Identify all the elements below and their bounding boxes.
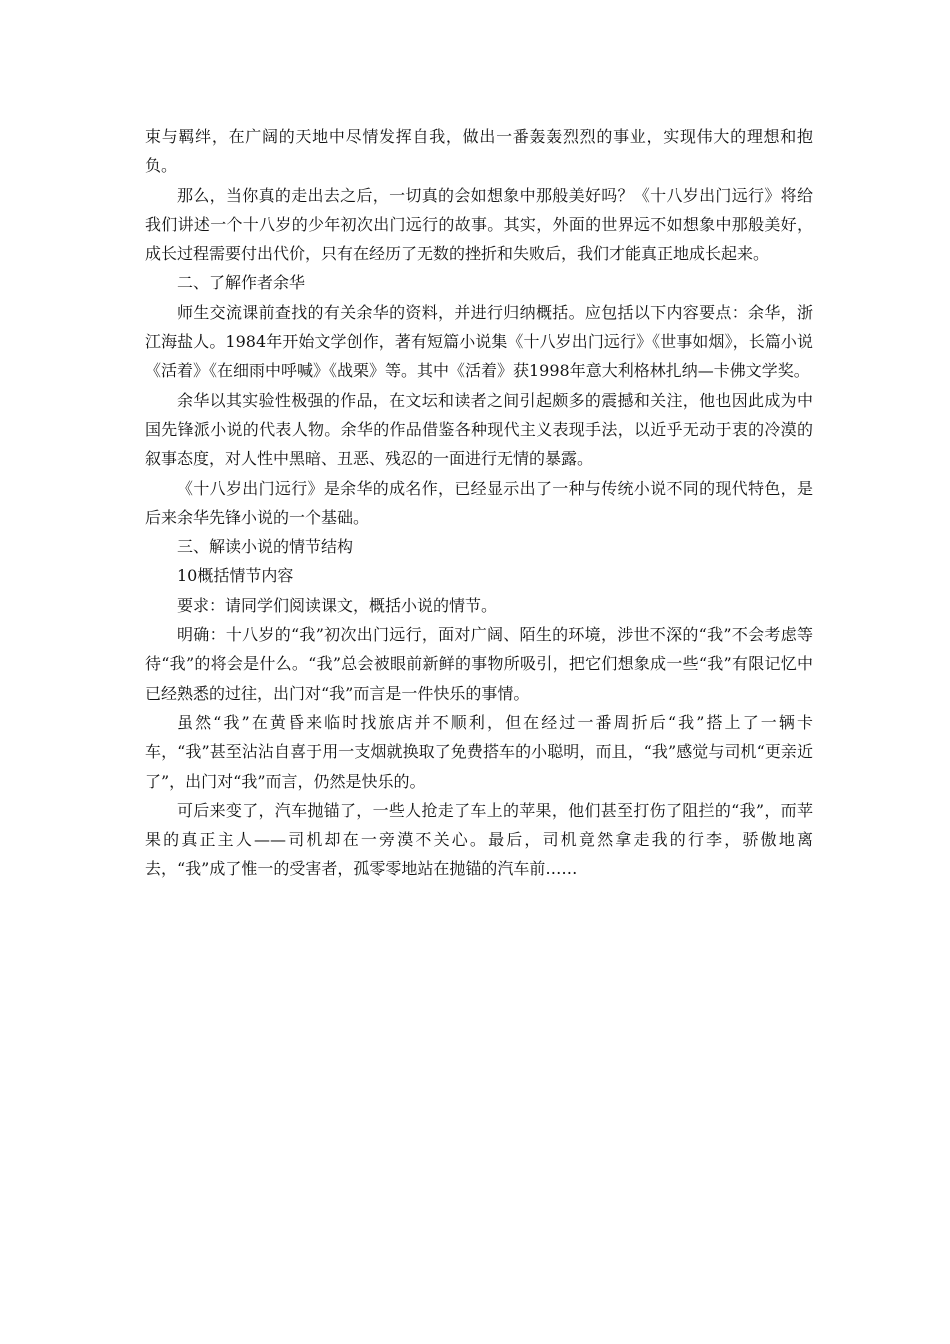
paragraph-2: 那么，当你真的走出去之后，一切真的会如想象中那般美好吗？《十八岁出门远行》将给我们讲述一个十八岁的少年初次出门远行的故事。其实，外面的世界远不如想象中那般美好，成长过程需要付出代价，只有在经历了无数的挫折和失败后，我们才能真正地成长起来。 [145, 185, 813, 264]
paragraph-clarify: 明确：十八岁的“我”初次出门远行，面对广阔、陌生的环境，涉世不深的“我”不会考虑等待“我”的将会是什么。“我”总会被眼前新鲜的事物所吸引，把它们想象成一些“我”有限记忆中已经熟悉的过往，出门对“我”而言是一件快乐的事情。 [145, 625, 813, 703]
paragraph-famous-work: 《十八岁出门远行》是余华的成名作，已经显示出了一种与传统小说不同的现代特色，是后来余华先锋小说的一个基础。 [145, 478, 813, 527]
section-heading-plot: 三、解读小说的情节结构 [177, 537, 354, 557]
paragraph-author-info: 师生交流课前查找的有关余华的资料，并进行归纳概括。应包括以下内容要点：余华，浙江海盐人。1984年开始文学创作，著有短篇小说集《十八岁出门远行》《世事如烟》，长篇小说《活着》《在细雨中呼喊》《战栗》等。其中《活着》获1998年意大利格林扎纳—卡佛文学奖。 [145, 302, 813, 381]
document-body [145, 122, 813, 884]
subheading-summarize-plot: 10概括情节内容 [177, 566, 294, 586]
paragraph-truck: 虽然“我”在黄昏来临时找旅店并不顺利，但在经过一番周折后“我”搭上了一辆卡车，“我”甚至沾沾自喜于用一支烟就换取了免费搭车的小聪明，而且，“我”感觉与司机“更亲近了”，出门对“我”而言，仍然是快乐的。 [145, 712, 813, 791]
paragraph-author-style: 余华以其实验性极强的作品，在文坛和读者之间引起颇多的震撼和关注，他也因此成为中国先锋派小说的代表人物。余华的作品借鉴各种现代主义表现手法，以近乎无动于衷的冷漠的叙事态度，对人性中黑暗、丑恶、残忍的一面进行无情的暴露。 [145, 390, 813, 469]
paragraph-change: 可后来变了，汽车抛锚了，一些人抢走了车上的苹果，他们甚至打伤了阻拦的“我”，而苹果的真正主人——司机却在一旁漠不关心。最后，司机竟然拿走我的行李，骄傲地离去，“我”成了惟一的受害者，孤零零地站在抛锚的汽车前…… [145, 800, 813, 879]
section-heading-author: 二、了解作者余华 [177, 273, 306, 293]
paragraph-requirement: 要求：请同学们阅读课文，概括小说的情节。 [177, 595, 498, 615]
paragraph-1: 束与羁绊，在广阔的天地中尽情发挥自我，做出一番轰轰烈烈的事业，实现伟大的理想和抱负。 [145, 127, 813, 176]
